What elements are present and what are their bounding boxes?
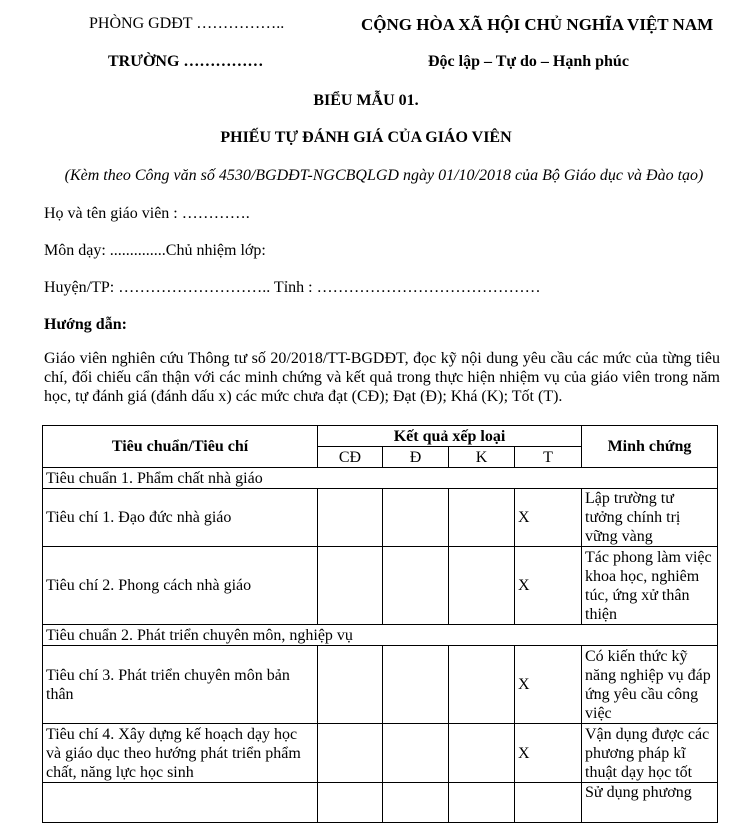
criterion-cell: Tiêu chí 3. Phát triển chuyên môn bản thân [43,646,318,724]
header-result: Kết quả xếp loại [318,426,582,447]
district-province-field: Huyện/TP: ……………………….. Tỉnh : …………………………………… [44,279,541,296]
level-k: K [449,447,515,468]
criterion-cell [43,783,318,823]
cd-cell[interactable] [318,646,383,724]
k-cell[interactable] [449,783,515,823]
table-row [43,547,718,625]
evaluation-table [42,425,718,823]
t-cell[interactable]: X [515,547,582,625]
guide-text: Giáo viên nghiên cứu Thông tư số 20/2018/TT-BGDĐT, đọc kỹ nội dung yêu cầu các mức của từng tiêu chí, đối chiếu cẩn thận với các minh chứng và kết quả trong thực hiện nhiệm vụ của giáo viên trong năm học, tự đánh giá (đánh dấu x) các mức chưa đạt (CĐ); Đạt (Đ); Khá (K); Tốt (T). [44,350,720,405]
table-row [43,724,718,783]
table-row [43,783,718,823]
evidence-cell: Có kiến thức kỹ năng nghiệp vụ đáp ứng yêu cầu công việc [582,646,718,724]
k-cell[interactable] [449,547,515,625]
subject-class-field: Môn dạy: ..............Chủ nhiệm lớp: [44,242,266,259]
criterion-cell: Tiêu chí 1. Đạo đức nhà giáo [43,489,318,547]
d-cell[interactable] [383,646,449,724]
motto: Độc lập – Tự do – Hạnh phúc [428,53,629,70]
level-t: T [515,447,582,468]
k-cell[interactable] [449,489,515,547]
evidence-cell: Sử dụng phương [582,783,718,823]
t-cell[interactable] [515,783,582,823]
form-code: BIỂU MẪU 01. [313,92,419,109]
table-row [43,646,718,724]
d-cell[interactable] [383,783,449,823]
t-cell[interactable]: X [515,724,582,783]
cd-cell[interactable] [318,724,383,783]
cd-cell[interactable] [318,489,383,547]
criterion-cell: Tiêu chí 4. Xây dựng kế hoạch dạy học và giáo dục theo hướng phát triển phẩm chất, năng lực học sinh [43,724,318,783]
t-cell[interactable]: X [515,489,582,547]
section-2-heading: Tiêu chuẩn 2. Phát triển chuyên môn, nghiệp vụ [43,625,718,646]
d-cell[interactable] [383,489,449,547]
table-row [43,489,718,547]
d-cell[interactable] [383,724,449,783]
header-criteria: Tiêu chuẩn/Tiêu chí [43,426,318,468]
form-subtitle: (Kèm theo Công văn số 4530/BGDĐT-NGCBQLGD ngày 01/10/2018 của Bộ Giáo dục và Đào tạo) [64,167,704,184]
guide-heading: Hướng dẫn: [44,316,127,333]
evidence-cell: Vận dụng được các phương pháp kĩ thuật dạy học tốt [582,724,718,783]
department-line: PHÒNG GDĐT …………….. [89,15,285,32]
t-cell[interactable]: X [515,646,582,724]
country-name: CỘNG HÒA XÃ HỘI CHỦ NGHĨA VIỆT NAM [361,15,714,34]
d-cell[interactable] [383,547,449,625]
k-cell[interactable] [449,646,515,724]
header-evidence: Minh chứng [582,426,718,468]
level-cd: CĐ [318,447,383,468]
k-cell[interactable] [449,724,515,783]
cd-cell[interactable] [318,783,383,823]
section-1-heading: Tiêu chuẩn 1. Phẩm chất nhà giáo [43,468,718,489]
level-d: Đ [383,447,449,468]
evidence-cell: Lập trường tư tưởng chính trị vững vàng [582,489,718,547]
cd-cell[interactable] [318,547,383,625]
evidence-cell: Tác phong làm việc khoa học, nghiêm túc, ứng xử thân thiện [582,547,718,625]
school-line: TRƯỜNG …………… [108,53,264,70]
criterion-cell: Tiêu chí 2. Phong cách nhà giáo [43,547,318,625]
teacher-name-field: Họ và tên giáo viên : …………. [44,205,250,222]
form-title: PHIẾU TỰ ĐÁNH GIÁ CỦA GIÁO VIÊN [220,129,512,146]
